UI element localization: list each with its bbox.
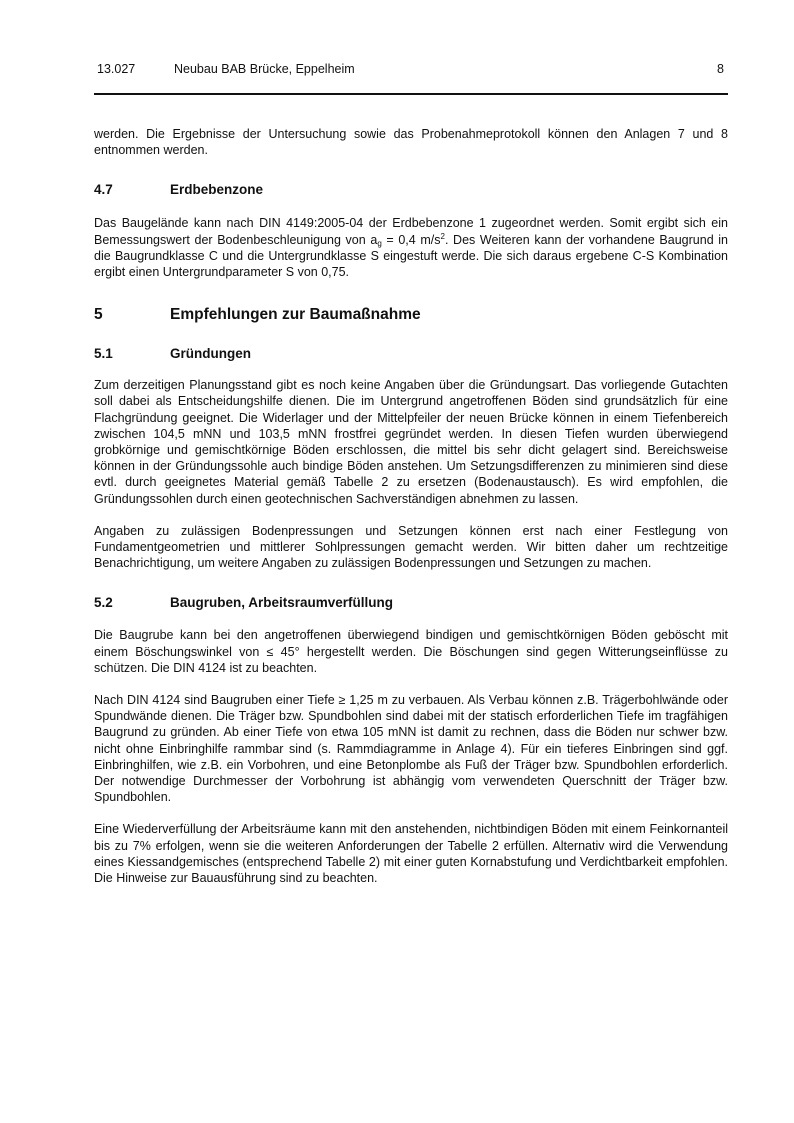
text-run: . Des Weiteren kann der vorhandene Baugrund in die Baugrundklasse C und die Untergrundklasse S eingestuft werde. Die sich daraus ergebene C-S Kombination ergibt einen Untergrundparameter S von 0,75. bbox=[94, 232, 729, 280]
section-heading-5 bbox=[94, 306, 728, 324]
page-number: 8 bbox=[717, 62, 724, 76]
baugruben-paragraph-1: Die Baugrube kann bei den angetroffenen überwiegend bindigen und gemischtkörnigen Böden geböscht mit einem Böschungswinkel von ≤ 45° hergestellt werden. Die Böschungen sind gegen Witterungseinflüsse zu schützen. Die DIN 4124 ist zu beachten. bbox=[94, 628, 728, 675]
project-number: 13.027 bbox=[97, 62, 136, 76]
section-number: 5.2 bbox=[94, 595, 113, 611]
header-rule bbox=[94, 93, 728, 95]
baugruben-paragraph-3: Eine Wiederverfüllung der Arbeitsräume kann mit den anstehenden, nichtbindigen Böden mit einem Feinkornanteil bis zu 7% erfolgen, wenn sie die weiteren Anforderungen der Tabelle 2 erfüllen. Alternativ wird die Verwendung eines Kiessandgemisches (entsprechend Tabelle 2) mit einer guten Kornabstufung und Verdichtbarkeit empfohlen. Die Hinweise zur Bauausführung sind zu beachten. bbox=[94, 822, 728, 886]
section-title: Empfehlungen zur Baumaßnahme bbox=[170, 306, 421, 324]
page-content bbox=[94, 126, 728, 886]
page-header bbox=[94, 62, 728, 82]
gruendungen-paragraph-2: Angaben zu zulässigen Bodenpressungen und Setzungen können erst nach einer Festlegung von Fundamentgeometrien und mittlerer Sohlpressungen gemacht werden. Wir bitten daher um rechtzeitige Benachrichtigung, um weitere Angaben zu zulässigen Bodenpressungen und Setzungen zu machen. bbox=[94, 523, 728, 571]
section-number: 4.7 bbox=[94, 182, 113, 198]
section-title: Baugruben, Arbeitsraumverfüllung bbox=[170, 595, 394, 611]
superscript: 2 bbox=[440, 231, 445, 241]
gruendungen-paragraph-1: Zum derzeitigen Planungsstand gibt es noch keine Angaben über die Gründungsart. Das vorliegende Gutachten soll dabei als Entscheidungshilfe dienen. Die im Untergrund angetroffenen Böden sind grundsätzlich für eine Flachgründung geeignet. Die Widerlager und der Mittelpfeiler der neuen Brücke können in einem Tiefenbereich zwischen 104,5 mNN und 103,5 mNN frostfrei gegründet werden. In diesen Tiefen wurden überwiegend grobkörnige und gemischtkörnige Böden erschlossen, die mittel bis sehr dicht gelagert sind. Bereichsweise können in der Gründungssohle auch bindige Böden anstehen. Um Setzungsdifferenzen zu minimieren sind diese evtl. durch geeignetes Material gemäß Tabelle 2 zu ersetzen (Bodenaustausch). Es wird empfohlen, die Gründungssohlen durch einen geotechnischen Sachverständigen abnehmen zu lassen. bbox=[94, 378, 728, 506]
section-number: 5.1 bbox=[94, 346, 113, 362]
subscript: g bbox=[377, 238, 382, 248]
section-heading-5-1 bbox=[94, 346, 728, 361]
text-run: = 0,4 m/s bbox=[381, 232, 441, 247]
intro-paragraph: werden. Die Ergebnisse der Untersuchung sowie das Probenahmeprotokoll können den Anlagen 7 und 8 entnommen werden. bbox=[94, 127, 728, 158]
text-run: Das Baugelände kann nach DIN 4149:2005-04 der Erdbebenzone 1 zugeordnet werden. Somit ergibt sich ein Bemessungswert der Bodenbeschleunigung von a bbox=[94, 216, 728, 247]
project-title: Neubau BAB Brücke, Eppelheim bbox=[174, 62, 355, 76]
section-title: Gründungen bbox=[170, 346, 251, 362]
erdbebenzone-paragraph bbox=[94, 215, 728, 280]
baugruben-paragraph-2: Nach DIN 4124 sind Baugruben einer Tiefe ≥ 1,25 m zu verbauen. Als Verbau können z.B. Trägerbohlwände oder Spundwände dienen. Die Träger bzw. Spundbohlen sind dabei mit der statisch erforderlichen Tiefe im tragfähigen Baugrund zu gründen. Ab einer Tiefe von etwa 105 mNN ist damit zu rechnen, dass die Böden nur schwer bzw. nicht ohne Einbringhilfe rammbar sind (s. Rammdiagramme in Anlage 4). Für ein tieferes Einbringen sind ggf. Einbringhilfen, wie z.B. ein Vorbohren, und eine Betonplombe als Fuß der Träger bzw. Spundbohlen erforderlich. Der notwendige Durchmesser der Vorbohrung ist abhängig vom verwendeten Querschnitt der Träger bzw. Spundbohlen. bbox=[94, 693, 728, 805]
section-number: 5 bbox=[94, 306, 103, 324]
section-heading-4-7 bbox=[94, 182, 728, 197]
section-heading-5-2 bbox=[94, 595, 728, 610]
section-title: Erdbebenzone bbox=[170, 182, 264, 198]
